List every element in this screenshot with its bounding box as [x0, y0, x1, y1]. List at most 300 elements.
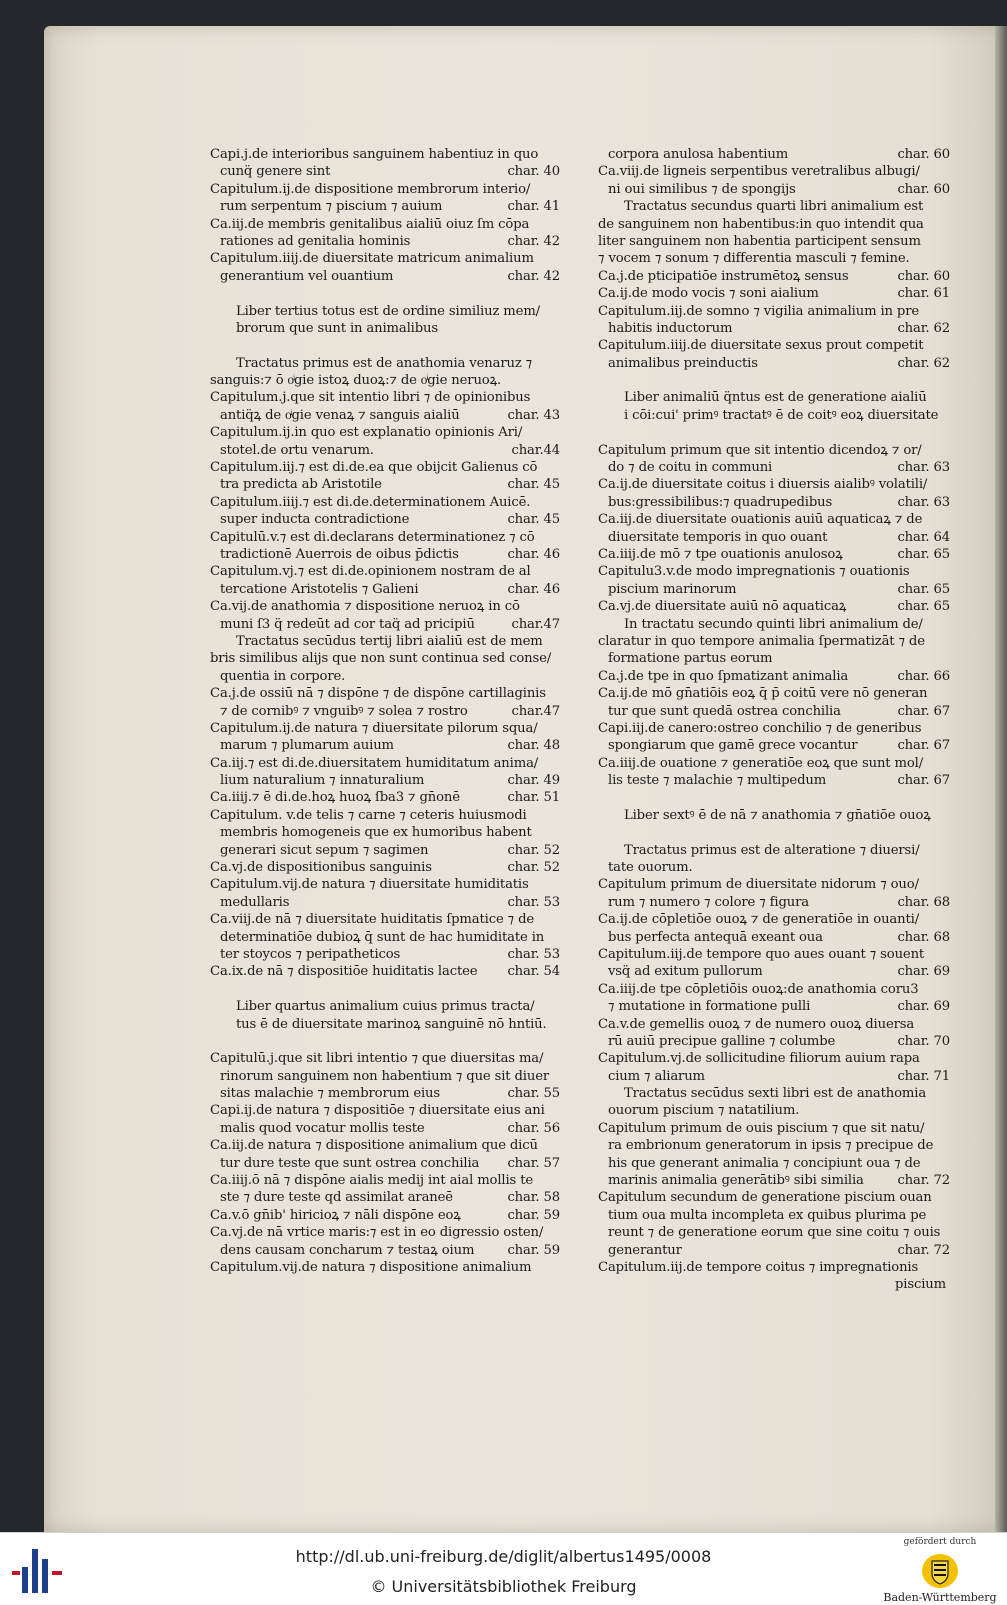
blank-line: [598, 824, 950, 841]
toc-line: [210, 529, 560, 546]
toc-line: [210, 1085, 560, 1102]
toc-entry-text: piscium marinorum: [608, 581, 737, 597]
toc-chapter-ref: char. 59: [507, 1207, 560, 1223]
toc-line: [210, 198, 560, 215]
toc-entry-text: bus:gressibilibus:⁊ quadrupedibus: [608, 494, 833, 510]
toc-entry-text: Capitulum.ij.de natura ⁊ diuersitate pilorum squa/: [210, 720, 538, 736]
toc-line: [210, 963, 560, 980]
toc-chapter-ref: char. 68: [897, 894, 950, 910]
toc-entry-text: Capitulum.iiij.⁊ est di.de.determinationem Auicē.: [210, 494, 531, 510]
toc-line: [598, 1276, 950, 1293]
toc-line: [210, 650, 560, 667]
toc-line: [210, 581, 560, 598]
toc-entry-text: malis quod vocatur mollis teste: [220, 1120, 425, 1136]
toc-line: [598, 459, 950, 476]
toc-entry-text: Ca.iij.de diuersitate ouationis auiū aquaticaꝝ ⁊ de: [598, 512, 923, 528]
toc-entry-text: Liber tertius totus est de ordine similiuz mem/: [236, 303, 540, 319]
page-url[interactable]: http://dl.ub.uni-freiburg.de/diglit/albertus1495/0008: [295, 1547, 712, 1566]
toc-line: [598, 1189, 950, 1206]
toc-line: [598, 842, 950, 859]
toc-entry-text: piscium: [895, 1277, 946, 1293]
toc-chapter-ref: char. 67: [897, 703, 950, 719]
toc-line: [210, 442, 560, 459]
toc-line: [598, 1172, 950, 1189]
toc-entry-text: Ca.j.de tpe in quo ſpmatizant animalia: [598, 668, 849, 684]
blank-line: [210, 285, 560, 302]
toc-chapter-ref: char. 71: [897, 1068, 950, 1084]
toc-line: [210, 1050, 560, 1067]
toc-line: [210, 789, 560, 806]
toc-entry-text: rū auiū precipue galline ⁊ columbe: [608, 1033, 836, 1049]
toc-entry-text: tus ē de diuersitate marinoꝝ sanguinē nō h̄ntiū.: [236, 1016, 547, 1032]
toc-chapter-ref: char. 60: [897, 147, 950, 162]
toc-line: [598, 1102, 950, 1119]
toc-line: [210, 1207, 560, 1224]
toc-chapter-ref: char. 63: [897, 494, 950, 510]
toc-entry-text: Capitulum primum que sit intentio dicendoꝝ ⁊ or/: [598, 442, 922, 458]
toc-line: [210, 546, 560, 563]
toc-line: [598, 337, 950, 354]
toc-chapter-ref: char. 48: [507, 738, 560, 754]
toc-chapter-ref: char. 51: [507, 790, 560, 806]
toc-line: [598, 581, 950, 598]
toc-line: [210, 633, 560, 650]
toc-line: [598, 929, 950, 946]
toc-line: [210, 1102, 560, 1119]
blank-line: [210, 1033, 560, 1050]
toc-entry-text: tium oua multa incompleta ex quibus plurima pe: [608, 1207, 927, 1223]
toc-line: [598, 320, 950, 337]
toc-entry-text: diuersitate temporis in quo ouant: [608, 529, 828, 545]
toc-entry-text: tra predicta ab Aristotile: [220, 477, 382, 493]
toc-line: [598, 1016, 950, 1033]
toc-entry-text: ⁊ mutatione in formatione pulli: [608, 999, 811, 1015]
toc-line: [210, 755, 560, 772]
toc-entry-text: muni ſ3 q̈ redeūt ad cor taq̈ ad pricipiū: [220, 616, 475, 632]
toc-line: [210, 876, 560, 893]
toc-line: [210, 859, 560, 876]
toc-entry-text: Ca.ij.de cōpletiōe ouoꝝ ⁊ de generatiōe in ouanti/: [598, 912, 919, 928]
toc-chapter-ref: char. 70: [897, 1033, 950, 1049]
toc-entry-text: stotel.de ortu venarum.: [220, 442, 374, 458]
toc-entry-text: rationes ad genitalia hominis: [220, 233, 411, 249]
toc-line: [598, 598, 950, 615]
toc-line: [598, 181, 950, 198]
toc-chapter-ref: char. 59: [507, 1242, 560, 1258]
toc-line: [210, 911, 560, 928]
toc-line: [210, 1155, 560, 1172]
toc-entry-text: Tractatus secūdus tertij libri aialiū est de mem: [236, 633, 543, 649]
toc-entry-text: sanguis:⁊ ō oͥgie istoꝝ duoꝝ:⁊ de oͥgie neruoꝝ.: [210, 373, 502, 389]
toc-line: [210, 998, 560, 1015]
toc-entry-text: Ca.iiij.de mō ⁊ tpe ouationis anulosoꝝ: [598, 546, 843, 562]
toc-line: [210, 511, 560, 528]
toc-entry-text: Capitulum.iij.⁊ est di.de.ea que obijcit Galienus cō: [210, 460, 538, 476]
toc-line: [598, 146, 950, 163]
toc-line: [598, 650, 950, 667]
toc-entry-text: claratur in quo tempore animalia ſpermatizāt ⁊ de: [598, 633, 925, 649]
toc-line: [210, 1068, 560, 1085]
toc-line: [598, 737, 950, 754]
toc-entry-text: cium ⁊ aliarum: [608, 1068, 705, 1084]
toc-entry-text: generantur: [608, 1242, 682, 1258]
toc-chapter-ref: char. 52: [507, 842, 560, 858]
toc-line: [598, 233, 950, 250]
toc-chapter-ref: char. 46: [507, 546, 560, 562]
toc-chapter-ref: char. 67: [897, 738, 950, 754]
toc-chapter-ref: char. 65: [897, 546, 950, 562]
toc-entry-text: Ca.ix.de nā ⁊ dispositiōe h̄uiditatis lactee: [210, 964, 478, 980]
toc-line: [598, 1050, 950, 1067]
toc-chapter-ref: char. 72: [897, 1173, 950, 1189]
toc-entry-text: tur dure teste que sunt ostrea conchilia: [220, 1155, 480, 1171]
toc-entry-text: brorum que sunt in animalibus: [236, 320, 438, 336]
toc-entry-text: Ca.viij.de nā ⁊ diuersitate h̄uiditatis ſpmatice ⁊ de: [210, 912, 535, 928]
toc-entry-text: Capi.ij.de natura ⁊ dispositiōe ⁊ diuersitate eius ani: [210, 1103, 545, 1119]
toc-entry-text: determinatiōe dubioꝝ q̄ sunt de hac humiditate in: [220, 929, 545, 945]
toc-entry-text: Ca.vj.de diuersitate auiū nō aquaticaꝝ: [598, 599, 847, 615]
left-column: [210, 146, 560, 1276]
toc-chapter-ref: char. 49: [507, 773, 560, 789]
toc-chapter-ref: char. 60: [897, 181, 950, 197]
toc-entry-text: ter stoycos ⁊ peripatheticos: [220, 946, 401, 962]
toc-line: [210, 476, 560, 493]
toc-line: [210, 216, 560, 233]
toc-chapter-ref: char.47: [511, 616, 560, 632]
toc-line: [210, 737, 560, 754]
toc-entry-text: tradictionē Auerrois de oibus p̄dictis: [220, 546, 459, 562]
coat-of-arms-icon: [921, 1553, 959, 1589]
toc-chapter-ref: char. 61: [897, 286, 950, 302]
toc-line: [598, 303, 950, 320]
toc-entry-text: Ca.j.de pticipatiōe instrumētoꝝ sensus: [598, 268, 849, 284]
toc-line: [598, 946, 950, 963]
toc-entry-text: Ca.iij.⁊ est di.de.diuersitatem humiditatum anima/: [210, 755, 539, 771]
toc-line: [210, 616, 560, 633]
toc-chapter-ref: char. 53: [507, 894, 560, 910]
toc-entry-text: Capitulum.vij.de natura ⁊ dispositione animalium: [210, 1260, 532, 1275]
toc-line: [598, 998, 950, 1015]
toc-line: [210, 146, 560, 163]
toc-entry-text: reunt ⁊ de generatione eorum que sine coitu ⁊ ouis: [608, 1225, 941, 1241]
toc-chapter-ref: char. 64: [897, 529, 950, 545]
toc-line: [598, 755, 950, 772]
toc-entry-text: Ca.vj.de dispositionibus sanguinis: [210, 860, 432, 876]
toc-line: [598, 1120, 950, 1137]
toc-line: [210, 1172, 560, 1189]
toc-line: [598, 807, 950, 824]
toc-line: [598, 563, 950, 580]
right-column: [598, 146, 950, 1294]
toc-line: [598, 720, 950, 737]
toc-line: [598, 476, 950, 493]
toc-line: [210, 268, 560, 285]
toc-line: [210, 772, 560, 789]
toc-line: [598, 198, 950, 215]
toc-line: [210, 720, 560, 737]
toc-line: [210, 807, 560, 824]
toc-chapter-ref: char. 66: [897, 668, 950, 684]
sponsor-label: gefördert durch: [903, 1537, 977, 1547]
toc-entry-text: rinorum sanguinem non habentium ⁊ que sit diuer: [220, 1068, 550, 1084]
toc-line: [210, 894, 560, 911]
toc-entry-text: Capitulū.j.que sit libri intentio ⁊ que diuersitas ma/: [210, 1051, 544, 1067]
toc-line: [598, 685, 950, 702]
toc-entry-text: Capitulum.vj.de sollicitudine filiorum auium rapa: [598, 1051, 920, 1067]
blank-line: [210, 981, 560, 998]
toc-line: [598, 389, 950, 406]
toc-chapter-ref: char. 69: [897, 964, 950, 980]
toc-chapter-ref: char. 45: [507, 512, 560, 528]
toc-entry-text: dens causam concharum ⁊ testaꝝ oium: [220, 1242, 475, 1258]
toc-entry-text: super inducta contradictione: [220, 512, 410, 528]
toc-entry-text: Capitulum.iiij.de diuersitate sexus prout competit: [598, 338, 924, 354]
toc-line: [210, 407, 560, 424]
viewer-footer: [0, 1532, 1007, 1605]
blank-line: [210, 337, 560, 354]
toc-entry-text: ⁊ vocem ⁊ sonum ⁊ differentia masculi ⁊ femine.: [598, 251, 910, 267]
toc-entry-text: vsq̈ ad exitum pullorum: [608, 964, 763, 980]
toc-entry-text: Capitulum primum de diuersitate nidorum ⁊ ouo/: [598, 877, 919, 893]
toc-entry-text: rum ⁊ numero ⁊ colore ⁊ figura: [608, 894, 809, 910]
toc-line: [210, 494, 560, 511]
toc-line: [210, 824, 560, 841]
toc-entry-text: Ca.iiij.de ouatione ⁊ generatiōe eoꝝ que sunt mol/: [598, 755, 923, 771]
toc-line: [598, 268, 950, 285]
toc-line: [210, 372, 560, 389]
toc-entry-text: Tractatus primus est de anathomia venaruz ⁊: [236, 355, 533, 371]
toc-entry-text: Liber animaliū q̈ntus est de generatione aialiū: [624, 390, 927, 406]
toc-line: [598, 216, 950, 233]
toc-chapter-ref: char. 72: [897, 1242, 950, 1258]
toc-line: [210, 929, 560, 946]
toc-line: [210, 424, 560, 441]
toc-line: [598, 894, 950, 911]
toc-line: [598, 285, 950, 302]
toc-line: [210, 1242, 560, 1259]
toc-entry-text: Ca.j.de ossiū nā ⁊ dispōne ⁊ de dispōne cartillaginis: [210, 686, 546, 702]
toc-chapter-ref: char. 62: [897, 355, 950, 371]
toc-entry-text: Ca.v.ō gn̄ib' hiricioꝝ ⁊ nāli dispōne eoꝝ: [210, 1207, 461, 1223]
toc-line: [598, 1137, 950, 1154]
toc-entry-text: Tractatus secūdus sexti libri est de anathomia: [624, 1086, 927, 1102]
toc-line: [598, 616, 950, 633]
toc-entry-text: Ca.viij.de ligneis serpentibus veretralibus albugi/: [598, 164, 920, 180]
toc-entry-text: ra embrionum generatorum in ipsis ⁊ precipue de: [608, 1138, 934, 1154]
toc-entry-text: Capitulum.vij.de natura ⁊ diuersitate humiditatis: [210, 877, 529, 893]
toc-chapter-ref: char. 65: [897, 581, 950, 597]
toc-line: [598, 1242, 950, 1259]
toc-entry-text: do ⁊ de coitu in communi: [608, 460, 773, 476]
toc-line: [598, 250, 950, 267]
toc-line: [598, 1207, 950, 1224]
toc-entry-text: Capitulum.ij.in quo est explanatio opinionis Ari/: [210, 425, 523, 441]
toc-chapter-ref: char. 58: [507, 1190, 560, 1206]
sponsor-name: Baden-Württemberg: [883, 1591, 997, 1604]
toc-entry-text: Capitulu3.v.de modo impregnationis ⁊ ouationis: [598, 564, 910, 580]
toc-entry-text: Liber sextꝰ ē de nā ⁊ anathomia ⁊ gn̄atiōe ouoꝝ: [624, 807, 931, 823]
toc-line: [210, 1189, 560, 1206]
toc-line: [598, 494, 950, 511]
toc-entry-text: Capitulum. v.de telis ⁊ carne ⁊ ceteris huiusmodi: [210, 807, 527, 823]
toc-entry-text: lium naturalium ⁊ innaturalium: [220, 773, 425, 789]
toc-entry-text: generari sicut sepum ⁊ sagimen: [220, 842, 429, 858]
toc-entry-text: spongiarum que gamē grece vocantur: [608, 738, 858, 754]
toc-entry-text: liter sanguinem non habentia participent sensum: [598, 233, 921, 249]
toc-entry-text: animalibus preinductis: [608, 355, 758, 371]
toc-line: [598, 633, 950, 650]
toc-line: [598, 859, 950, 876]
toc-line: [210, 598, 560, 615]
toc-entry-text: medullaris: [220, 894, 290, 910]
toc-chapter-ref: char. 63: [897, 460, 950, 476]
toc-line: [598, 1033, 950, 1050]
toc-line: [598, 529, 950, 546]
toc-entry-text: marinis animalia generātibꝰ sibi similia: [608, 1173, 864, 1189]
toc-chapter-ref: char. 41: [507, 199, 560, 215]
toc-entry-text: habitis inductorum: [608, 320, 733, 336]
toc-entry-text: Capi.j.de interioribus sanguinem habentiuz in quo: [210, 147, 539, 162]
toc-entry-text: Capi.iij.de canero:ostreo conchilio ⁊ de generibus: [598, 720, 922, 736]
toc-chapter-ref: char. 52: [507, 860, 560, 876]
toc-entry-text: antiq̈ꝝ de oͥgie venaꝝ ⁊ sanguis aialiū: [220, 407, 460, 423]
toc-entry-text: Ca.vj.de nā vrtice maris:⁊ est in eo digressio osten/: [210, 1225, 544, 1241]
toc-line: [598, 407, 950, 424]
toc-entry-text: Capitulum primum de ouis piscium ⁊ que sit natu/: [598, 1120, 925, 1136]
toc-chapter-ref: char.47: [511, 703, 560, 719]
toc-entry-text: Ca.iij.de natura ⁊ dispositione animalium que dicū: [210, 1138, 538, 1154]
toc-entry-text: tate ouorum.: [608, 860, 693, 876]
toc-chapter-ref: char. 68: [897, 929, 950, 945]
toc-line: [210, 320, 560, 337]
toc-entry-text: his que generant animalia ⁊ concipiunt oua ⁊ de: [608, 1155, 921, 1171]
toc-line: [598, 1224, 950, 1241]
toc-line: [210, 181, 560, 198]
toc-chapter-ref: char. 46: [507, 581, 560, 597]
toc-line: [210, 668, 560, 685]
toc-entry-text: Tractatus primus est de alteratione ⁊ diuersi/: [624, 842, 920, 858]
toc-line: [210, 1259, 560, 1276]
blank-line: [598, 789, 950, 806]
toc-chapter-ref: char. 54: [507, 964, 560, 980]
toc-chapter-ref: char. 42: [507, 233, 560, 249]
toc-entry-text: Capitulum.iij.de somno ⁊ vigilia animalium in pre: [598, 303, 920, 319]
toc-entry-text: ouorum piscium ⁊ natatilium.: [608, 1103, 800, 1119]
sponsor-block: [880, 1537, 1000, 1603]
toc-line: [598, 703, 950, 720]
toc-chapter-ref: char. 65: [897, 599, 950, 615]
toc-entry-text: ste ⁊ dure teste qd̄ assimilat araneē: [220, 1190, 453, 1206]
toc-line: [210, 163, 560, 180]
toc-entry-text: i cōi:cui' primꝰ tractatꝰ ē de coitꝰ eoꝝ diuersitate: [624, 407, 939, 423]
toc-entry-text: Ca.ij.de mō gn̄atiōis eoꝝ q̄ p̄ coitū vere nō generan: [598, 686, 928, 702]
toc-chapter-ref: char.44: [511, 442, 560, 458]
toc-entry-text: Ca.vij.de anathomia ⁊ dispositione neruoꝝ in cō: [210, 599, 520, 615]
toc-chapter-ref: char. 62: [897, 320, 950, 336]
toc-line: [210, 1016, 560, 1033]
toc-line: [598, 1155, 950, 1172]
toc-line: [210, 842, 560, 859]
toc-line: [210, 685, 560, 702]
toc-chapter-ref: char. 57: [507, 1155, 560, 1171]
toc-line: [598, 981, 950, 998]
toc-entry-text: ni oui similibus ⁊ de spongijs: [608, 181, 796, 197]
toc-line: [210, 355, 560, 372]
toc-entry-text: rum serpentum ⁊ piscium ⁊ auium: [220, 199, 443, 215]
toc-line: [210, 459, 560, 476]
page-gutter: [995, 26, 1007, 1532]
toc-line: [210, 1224, 560, 1241]
toc-entry-text: quentia in corpore.: [220, 668, 346, 684]
toc-line: [598, 355, 950, 372]
toc-line: [210, 303, 560, 320]
toc-entry-text: marum ⁊ plumarum auium: [220, 738, 394, 754]
blank-line: [598, 424, 950, 441]
toc-line: [598, 963, 950, 980]
toc-entry-text: de sanguinem non habentibus:in quo intendit qua: [598, 216, 924, 232]
toc-line: [598, 1068, 950, 1085]
toc-chapter-ref: char. 60: [897, 268, 950, 284]
blank-line: [598, 372, 950, 389]
toc-entry-text: Capitulum secundum de generatione piscium ouan: [598, 1190, 932, 1206]
toc-entry-text: lis teste ⁊ malachie ⁊ multipedum: [608, 773, 827, 789]
toc-entry-text: Capitulum.vj.⁊ est di.de.opinionem nostram de al: [210, 564, 531, 580]
toc-entry-text: formatione partus eorum: [608, 651, 773, 667]
toc-line: [210, 563, 560, 580]
toc-entry-text: Ca.v.de gemellis ouoꝝ ⁊ de numero ouoꝝ diuersa: [598, 1016, 915, 1032]
toc-line: [598, 911, 950, 928]
toc-entry-text: cunq̈ genere sint: [220, 164, 331, 180]
toc-entry-text: corpora anulosa habentium: [608, 147, 789, 162]
toc-line: [598, 1259, 950, 1276]
toc-line: [210, 233, 560, 250]
toc-line: [598, 668, 950, 685]
toc-entry-text: Ca.iiij.de tpe cōpletiōis ouoꝝ:de anathomia coru3: [598, 981, 919, 997]
toc-line: [598, 442, 950, 459]
toc-line: [598, 876, 950, 893]
toc-entry-text: Capitulum.iij.de tempore quo aues ouant ⁊ souent: [598, 946, 925, 962]
toc-entry-text: Capitulum.ij.de dispositione membrorum interio/: [210, 181, 531, 197]
toc-line: [210, 250, 560, 267]
toc-entry-text: In tractatu secundo quinti libri animalium de/: [624, 616, 923, 632]
toc-line: [598, 1085, 950, 1102]
toc-entry-text: generantium vel ouantium: [220, 268, 394, 284]
toc-chapter-ref: char. 56: [507, 1120, 560, 1136]
toc-entry-text: Ca.iiij.⁊ ē di.de.hoꝝ h̄uoꝝ ſba3 ⁊ gn̄onē: [210, 790, 460, 806]
toc-entry-text: Liber quartus animalium cuius primus tracta/: [236, 999, 535, 1015]
toc-chapter-ref: char. 67: [897, 773, 950, 789]
toc-entry-text: Capitulum.j.que sit intentio libri ⁊ de opinionibus: [210, 390, 531, 406]
toc-entry-text: ⁊ de cornibꝰ ⁊ vnguibꝰ ⁊ solea ⁊ rostro: [220, 703, 468, 719]
toc-chapter-ref: char. 42: [507, 268, 560, 284]
copyright-notice: © Universitätsbibliothek Freiburg: [370, 1577, 637, 1596]
toc-entry-text: tercatione Aristotelis ⁊ Galieni: [220, 581, 419, 597]
toc-chapter-ref: char. 69: [897, 999, 950, 1015]
toc-line: [598, 511, 950, 528]
toc-line: [598, 163, 950, 180]
toc-entry-text: bris similibus alijs que non sunt continua sed conse/: [210, 651, 552, 667]
toc-chapter-ref: char. 53: [507, 946, 560, 962]
toc-chapter-ref: char. 40: [507, 164, 560, 180]
toc-entry-text: tur que sunt quedā ostrea conchilia: [608, 703, 841, 719]
toc-entry-text: Ca.ij.de diuersitate coitus i diuersis aialibꝰ volatili/: [598, 477, 928, 493]
toc-line: [210, 703, 560, 720]
toc-line: [210, 946, 560, 963]
toc-entry-text: Ca.iiij.ō nā ⁊ dispōne aialis medij int̄ aial mollis te: [210, 1173, 534, 1189]
toc-line: [598, 546, 950, 563]
toc-line: [210, 389, 560, 406]
toc-entry-text: Tractatus secundus quarti libri animalium est: [624, 199, 924, 215]
